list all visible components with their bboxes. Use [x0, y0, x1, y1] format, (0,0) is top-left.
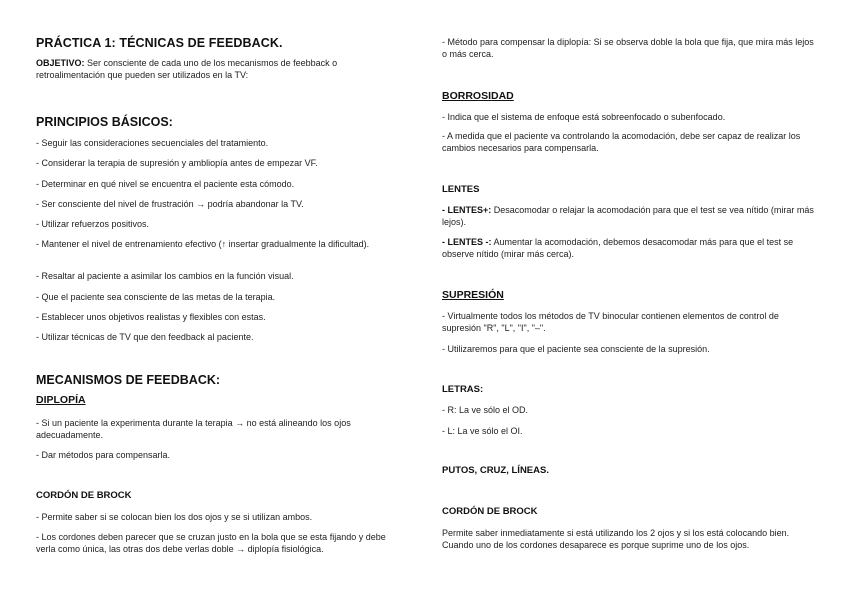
lentes-pos-text: Desacomodar o relajar la acomodación para que el test se vea nítido (mirar más lejos).	[442, 205, 814, 227]
principio-item: - Resaltar al paciente a asimilar los cambios en la función visual.	[36, 271, 294, 281]
page-title: PRÁCTICA 1: TÉCNICAS DE FEEDBACK.	[36, 36, 283, 50]
cordon-item: - Permite saber si se colocan bien los dos ojos y se si utilizan ambos.	[36, 512, 313, 522]
principio-item: - Utilizar refuerzos positivos.	[36, 219, 150, 229]
principio-item: - Determinar en qué nivel se encuentra el paciente esta cómodo.	[36, 179, 295, 189]
letras-item: - L: La ve sólo el OI.	[442, 426, 523, 436]
objetivo-paragraph	[36, 58, 402, 81]
principio-item: - Establecer unos objetivos realistas y flexibles con estas.	[36, 312, 266, 322]
lentes-neg-text: Aumentar la acomodación, debemos desacomodar más para que el test se observe nítido (mirar más cerca).	[442, 237, 794, 259]
lentes-neg-paragraph	[442, 237, 814, 260]
putos-heading: PUTOS, CRUZ, LÍNEAS.	[442, 465, 549, 476]
metodo-paragraph: - Método para compensar la diplopía: Si se observa doble la bola que fija, que mira más lejos o más cerca.	[442, 37, 814, 59]
mecanismos-heading: MECANISMOS DE FEEDBACK:	[36, 373, 221, 387]
lentes-pos-paragraph	[442, 205, 814, 228]
principio-item: - Considerar la terapia de supresión y ambliopía antes de empezar VF.	[36, 158, 318, 168]
supresion-heading: SUPRESIÓN	[442, 289, 504, 301]
objetivo-text: Ser consciente de cada uno de los mecanismos de feebback o retroalimentación que pueden ser utilizados en la TV:	[36, 58, 338, 80]
lentes-neg-label: - LENTES -:	[442, 237, 492, 247]
cordon-heading-right: CORDÓN DE BROCK	[442, 506, 538, 517]
cordon-item: - Los cordones deben parecer que se cruzan justo en la bola que se esta fijando y debe verla como única, las otras dos debe verlas doble → diplopía fisiológica.	[36, 532, 386, 554]
cordon-heading: CORDÓN DE BROCK	[36, 490, 132, 501]
principio-item: - Que el paciente sea consciente de las metas de la terapia.	[36, 292, 276, 302]
principio-item: - Seguir las consideraciones secuenciales del tratamiento.	[36, 138, 269, 148]
supresion-item: - Utilizaremos para que el paciente sea consciente de la supresión.	[442, 344, 710, 354]
cordon-paragraph: Permite saber inmediatamente si está utilizando los 2 ojos y si los está colocando bien. Cuando uno de los cordones desaparece es porque suprime uno de los ojos.	[442, 528, 790, 550]
diplopia-heading: DIPLOPÍA	[36, 394, 86, 406]
supresion-item: - Virtualmente todos los métodos de TV binocular contienen elementos de control de supresión "R", "L", "I", "–".	[442, 311, 779, 333]
lentes-pos-label: - LENTES+:	[442, 205, 492, 215]
principios-heading: PRINCIPIOS BÁSICOS:	[36, 115, 173, 129]
objetivo-label: OBJETIVO:	[36, 58, 85, 68]
diplopia-item: - Si un paciente la experimenta durante la terapia → no está alineando los ojos adecuadamente.	[36, 418, 351, 440]
borrosidad-item: - Indica que el sistema de enfoque está sobreenfocado o subenfocado.	[442, 112, 726, 122]
principio-item: - Mantener el nivel de entrenamiento efectivo (↑ insertar gradualmente la dificultad).	[36, 239, 370, 249]
diplopia-item: - Dar métodos para compensarla.	[36, 450, 171, 460]
borrosidad-heading: BORROSIDAD	[442, 90, 514, 102]
letras-item: - R: La ve sólo el OD.	[442, 405, 529, 415]
lentes-heading: LENTES	[442, 184, 480, 195]
principio-item: - Utilizar técnicas de TV que den feedback al paciente.	[36, 332, 254, 342]
letras-heading: LETRAS:	[442, 384, 484, 395]
borrosidad-item: - A medida que el paciente va controlando la acomodación, debe ser capaz de realizar los cambios necesarios para compensarla.	[442, 131, 801, 153]
principio-item: - Ser consciente del nivel de frustración → podría abandonar la TV.	[36, 199, 304, 209]
